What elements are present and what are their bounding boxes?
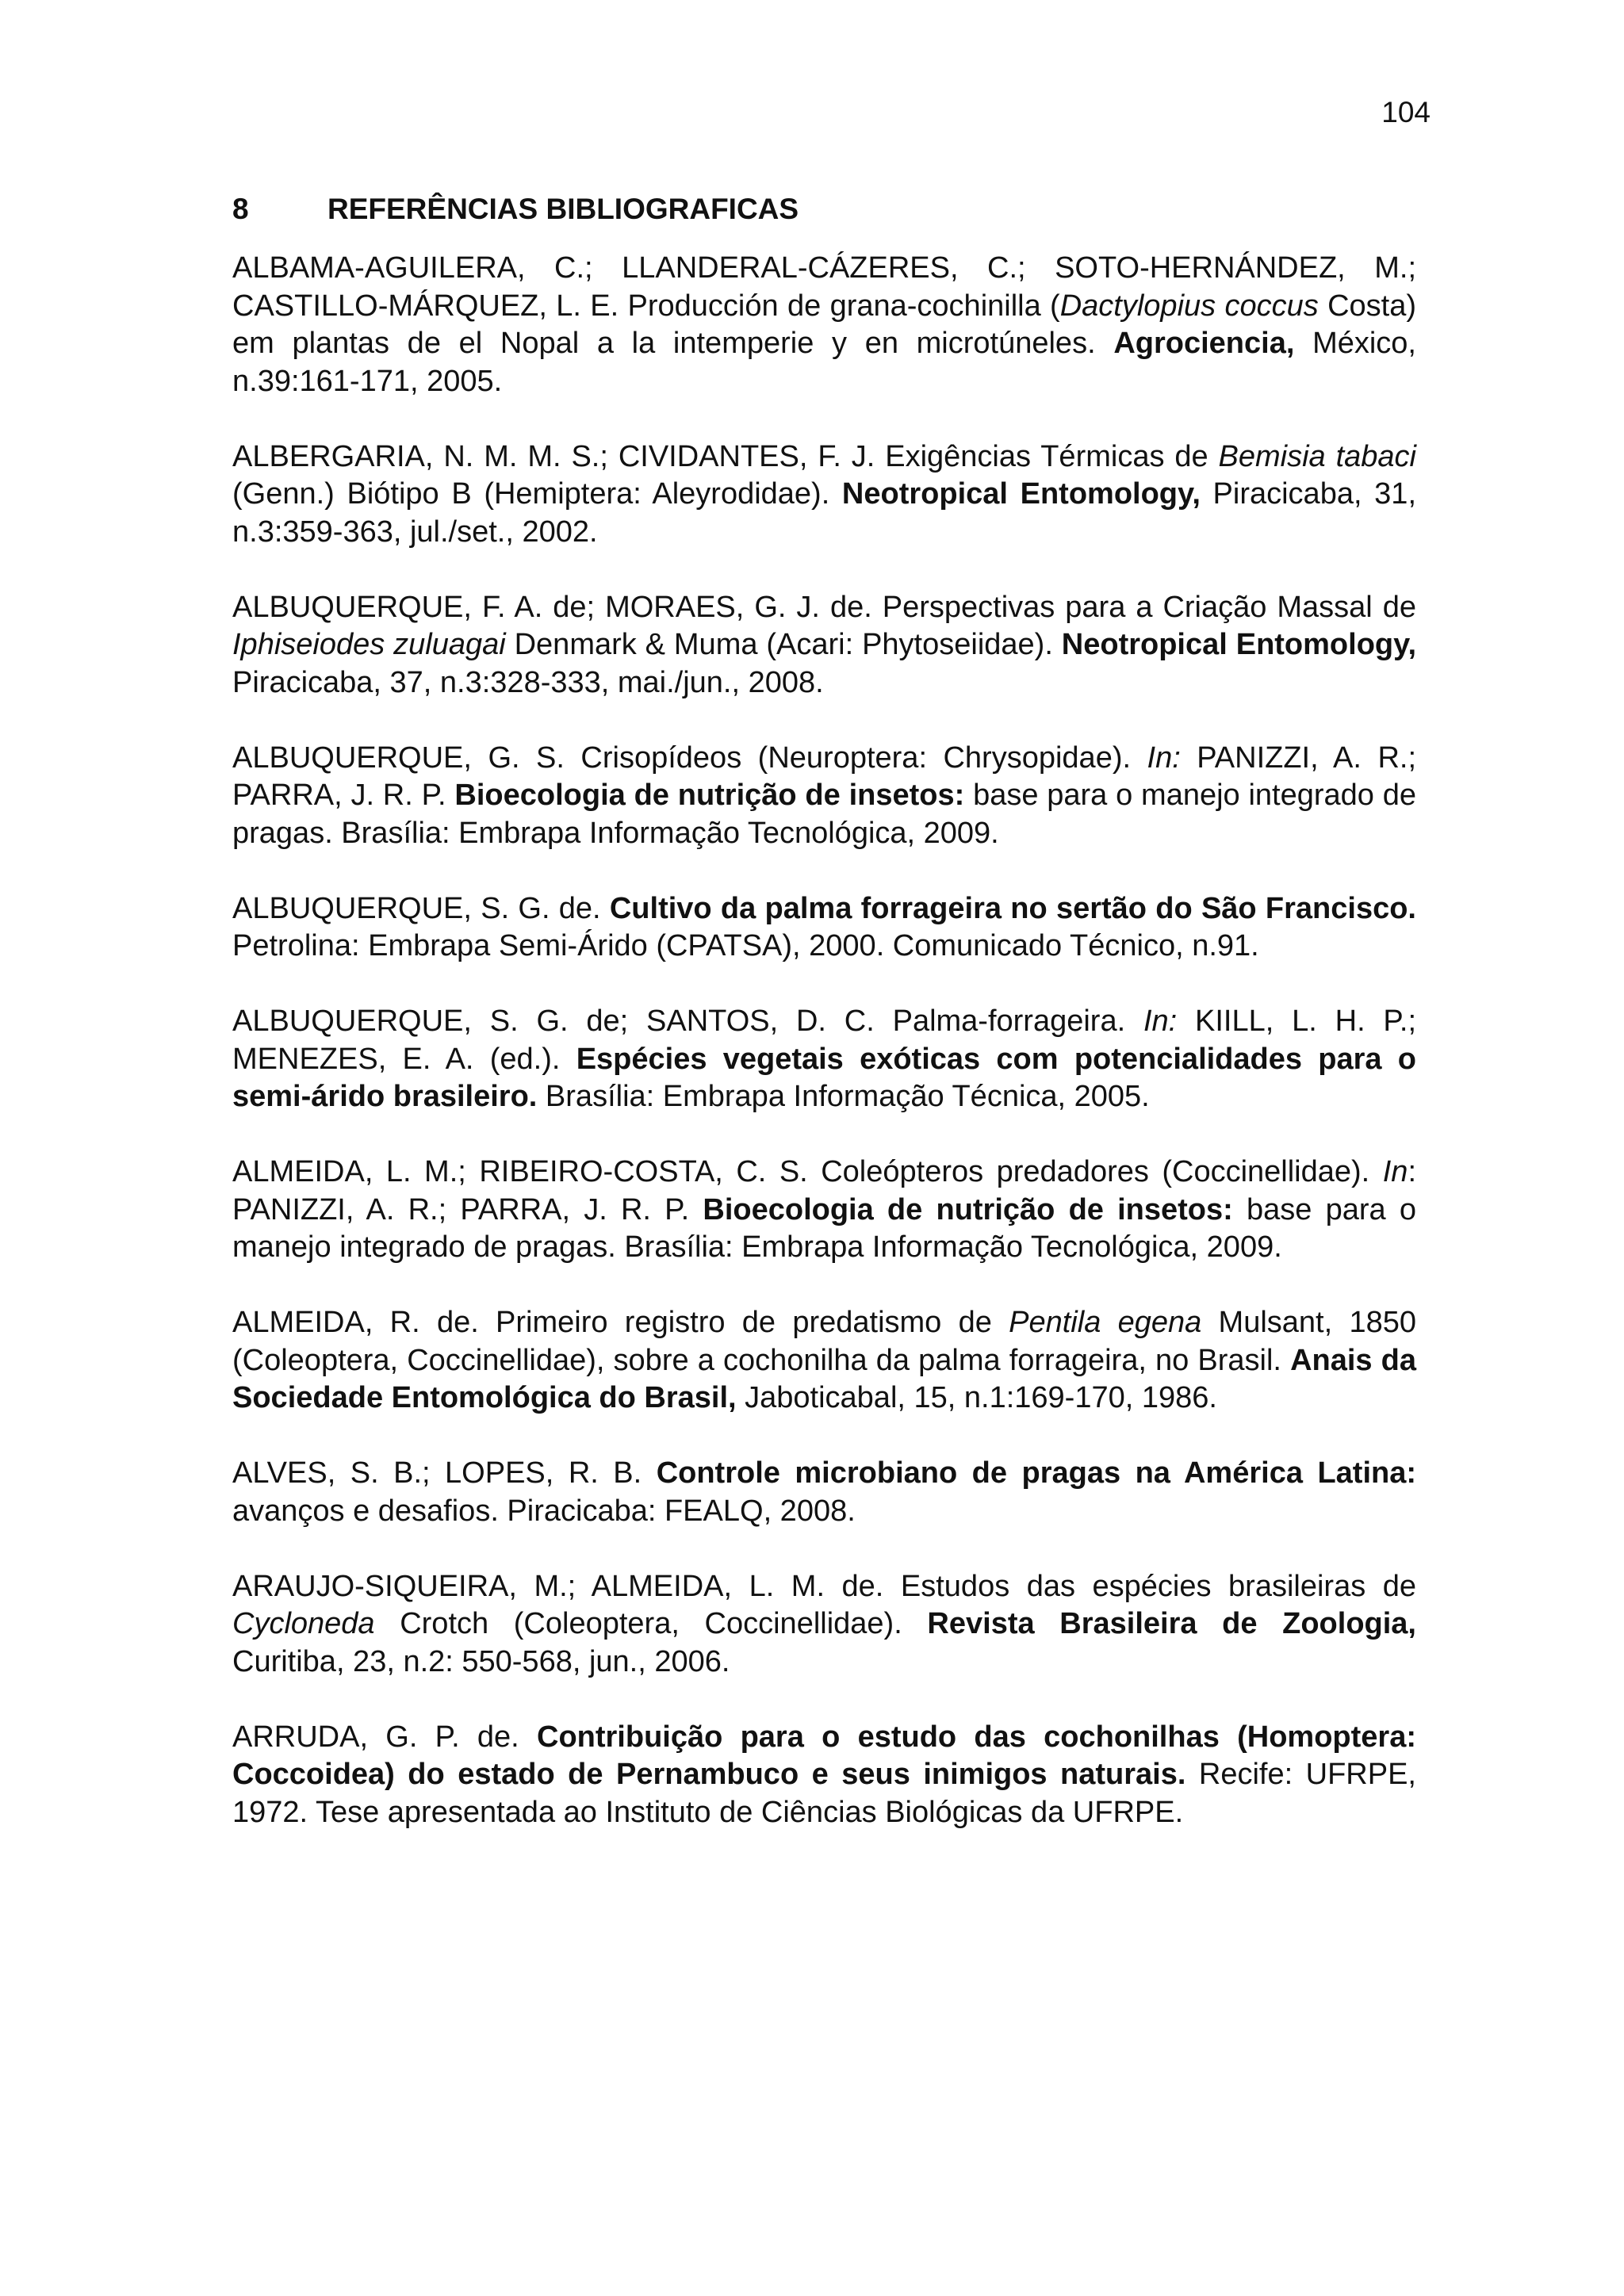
reference-text-segment: Denmark & Muma (Acari: Phytoseiidae).	[505, 628, 1062, 661]
section-number: 8	[232, 193, 249, 225]
reference-text-segment: (Genn.) Biótipo B (Hemiptera: Aleyrodidae).	[232, 477, 842, 511]
reference-text-segment: ALMEIDA, L. M.; RIBEIRO-COSTA, C. S. Coleópteros predadores (Coccinellidae).	[232, 1155, 1383, 1188]
reference-text-segment: Brasília: Embrapa Informação Técnica, 2005.	[537, 1080, 1150, 1113]
reference-text-segment: In	[1382, 1155, 1408, 1188]
reference-text-segment: Agrociencia,	[1113, 327, 1295, 360]
reference-text-segment: Jaboticabal, 15, n.1:169-170, 1986.	[736, 1381, 1217, 1414]
reference-text-segment: Neotropical Entomology,	[841, 477, 1201, 511]
reference-text-segment: Controle microbiano de pragas na América Latina:	[656, 1456, 1417, 1490]
reference-entry	[232, 1455, 1416, 1530]
reference-text-segment: Revista Brasileira de Zoologia,	[927, 1607, 1416, 1640]
reference-text-segment: base para o manejo integrado de pragas. Brasília: Embrapa Informação Tecnológica, 2009.	[232, 779, 1416, 850]
reference-text-segment: In:	[1147, 740, 1181, 775]
reference-text-segment: Recife: UFRPE, 1972. Tese apresentada ao Instituto de Ciências Biológicas da UFRPE.	[232, 1758, 1416, 1829]
reference-entry	[232, 589, 1416, 702]
reference-text-segment: Anais da Sociedade Entomológica do Brasil,	[232, 1343, 1416, 1414]
reference-text-segment: Dactylopius coccus	[1059, 289, 1319, 323]
reference-text-segment: Iphiseiodes zuluagai	[232, 628, 506, 661]
reference-entry	[232, 740, 1416, 853]
reference-text-segment: ALBUQUERQUE, F. A. de; MORAES, G. J. de. Perspectivas para a Criação Massal de	[232, 590, 1416, 624]
reference-entry	[232, 1154, 1416, 1267]
page-number: 104	[1381, 96, 1431, 128]
reference-text-segment: avanços e desafios. Piracicaba: FEALQ, 2008.	[232, 1494, 856, 1528]
reference-text-segment: Espécies vegetais exóticas com potencialidades para o semi-árido brasileiro.	[232, 1042, 1416, 1113]
reference-text-segment: Bioecologia de nutrição de insetos:	[454, 779, 965, 812]
reference-entry	[232, 250, 1416, 400]
reference-text-segment: base para o manejo integrado de pragas. Brasília: Embrapa Informação Tecnológica, 2009.	[232, 1192, 1416, 1264]
reference-text-segment: Neotropical Entomology,	[1061, 628, 1416, 661]
reference-text-segment: Bioecologia de nutrição de insetos:	[703, 1192, 1233, 1226]
reference-entry	[232, 1304, 1416, 1418]
reference-text-segment: PANIZZI, A. R.; PARRA, J. R. P.	[232, 740, 1417, 812]
reference-text-segment: México, n.39:161-171, 2005.	[232, 327, 1416, 398]
reference-text-segment: ALBUQUERQUE, S. G. de.	[232, 891, 610, 925]
section-title: REFERÊNCIAS BIBLIOGRAFICAS	[327, 193, 799, 225]
reference-entry	[232, 1719, 1416, 1832]
reference-text-segment: Piracicaba, 37, n.3:328-333, mai./jun., 2008.	[232, 665, 824, 699]
reference-text-segment: Crotch (Coleoptera, Coccinellidae).	[374, 1607, 928, 1640]
reference-text-segment: ALMEIDA, R. de. Primeiro registro de predatismo de	[232, 1306, 1009, 1339]
reference-text-segment: ALVES, S. B.; LOPES, R. B.	[232, 1456, 657, 1490]
reference-entry	[232, 1003, 1416, 1116]
reference-text-segment: ARAUJO-SIQUEIRA, M.; ALMEIDA, L. M. de. Estudos das espécies brasileiras de	[232, 1569, 1416, 1603]
reference-text-segment: Pentila egena	[1009, 1306, 1202, 1339]
reference-list	[232, 250, 1416, 1869]
reference-text-segment: Piracicaba, 31, n.3:359-363, jul./set., 2002.	[232, 477, 1416, 549]
reference-text-segment: Cultivo da palma forrageira no sertão do São Francisco.	[609, 891, 1416, 925]
reference-text-segment: Bemisia tabaci	[1218, 439, 1416, 473]
reference-text-segment: ARRUDA, G. P. de.	[232, 1720, 537, 1754]
reference-text-segment: Cycloneda	[232, 1607, 375, 1640]
reference-text-segment: ALBUQUERQUE, S. G. de; SANTOS, D. C. Palma-forrageira.	[232, 1004, 1143, 1038]
reference-text-segment: ALBAMA-AGUILERA, C.; LLANDERAL-CÁZERES, C.; SOTO-HERNÁNDEZ, M.; CASTILLO-MÁRQUEZ, L. E. Producción de grana-cochinilla (	[232, 251, 1416, 323]
reference-text-segment: Mulsant, 1850 (Coleoptera, Coccinellidae), sobre a cochonilha da palma forrageira, no Brasil.	[232, 1306, 1416, 1377]
section-heading	[232, 190, 799, 228]
reference-text-segment: Petrolina: Embrapa Semi-Árido (CPATSA), 2000. Comunicado Técnico, n.91.	[232, 929, 1259, 962]
reference-entry	[232, 1568, 1416, 1682]
reference-text-segment: Contribuição para o estudo das cochonilhas (Homoptera: Coccoidea) do estado de Pernambuco e seus inimigos naturais.	[232, 1720, 1416, 1791]
reference-text-segment: Curitiba, 23, n.2: 550-568, jun., 2006.	[232, 1644, 730, 1678]
reference-entry	[232, 438, 1416, 552]
reference-entry	[232, 890, 1416, 966]
reference-text-segment: ALBUQUERQUE, G. S. Crisopídeos (Neuroptera: Chrysopidae).	[232, 740, 1147, 775]
reference-text-segment: Costa) em plantas de el Nopal a la intemperie y en microtúneles.	[232, 289, 1417, 360]
reference-text-segment: ALBERGARIA, N. M. M. S.; CIVIDANTES, F. J. Exigências Térmicas de	[232, 439, 1219, 473]
reference-text-segment: In:	[1143, 1004, 1178, 1038]
reference-text-segment: : PANIZZI, A. R.; PARRA, J. R. P.	[232, 1155, 1416, 1226]
reference-text-segment: KIILL, L. H. P.; MENEZES, E. A. (ed.).	[232, 1004, 1416, 1076]
